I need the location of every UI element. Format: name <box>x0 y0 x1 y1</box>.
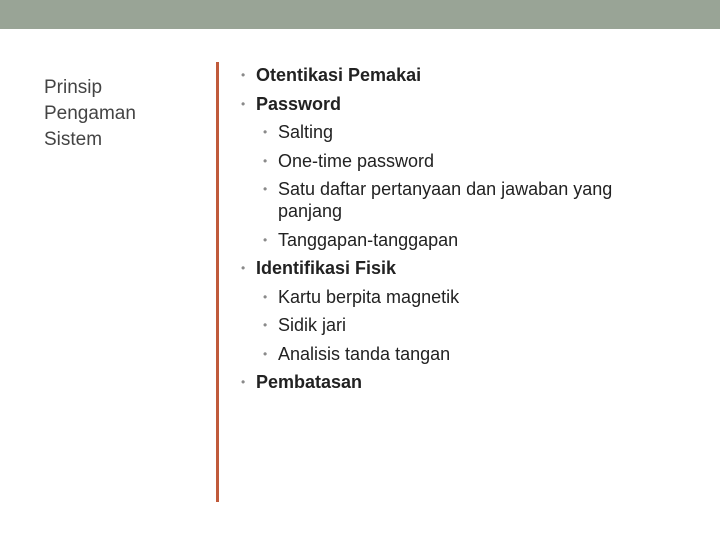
list-item <box>241 64 681 86</box>
item-text: Pembatasan <box>256 372 363 392</box>
bullet-icon: • <box>263 182 268 196</box>
list-item <box>263 229 681 251</box>
bullet-icon: • <box>241 68 246 82</box>
list-item <box>263 178 681 222</box>
bullet-icon: • <box>263 153 268 168</box>
bullet-icon: • <box>241 96 246 111</box>
bullet-icon: • <box>263 346 268 361</box>
item-text: Tanggapan-tanggapan <box>278 229 459 250</box>
bullet-icon: • <box>241 261 246 275</box>
vertical-divider <box>216 62 219 502</box>
list-item <box>241 371 681 393</box>
bullet-icon: • <box>241 375 246 389</box>
list-item <box>263 150 681 172</box>
item-text: Sidik jari <box>278 315 347 335</box>
list-item <box>241 257 681 279</box>
list-item <box>263 286 681 308</box>
list-item <box>263 121 681 143</box>
list-item <box>263 343 681 365</box>
list-item <box>241 93 681 115</box>
item-text: Satu daftar pertanyaan dan jawaban yang panjang <box>278 179 613 221</box>
item-text: Identifikasi Fisik <box>256 258 397 278</box>
title-line: Prinsip <box>44 77 103 98</box>
bullet-icon: • <box>263 232 268 247</box>
title-line: Pengaman <box>44 103 136 124</box>
item-text: Kartu berpita magnetik <box>278 286 460 307</box>
item-text: Salting <box>278 122 334 142</box>
title-line: Sistem <box>44 129 103 150</box>
bullet-icon: • <box>263 125 268 139</box>
top-bar <box>0 0 720 29</box>
item-text: Password <box>256 93 342 114</box>
item-text: One-time password <box>278 150 435 171</box>
list-item <box>263 314 681 336</box>
slide-title <box>44 75 204 153</box>
bullet-icon: • <box>263 318 268 332</box>
bullet-icon: • <box>263 289 268 304</box>
item-text: Otentikasi Pemakai <box>256 65 422 85</box>
bullet-list <box>241 64 681 400</box>
item-text: Analisis tanda tangan <box>278 343 451 364</box>
